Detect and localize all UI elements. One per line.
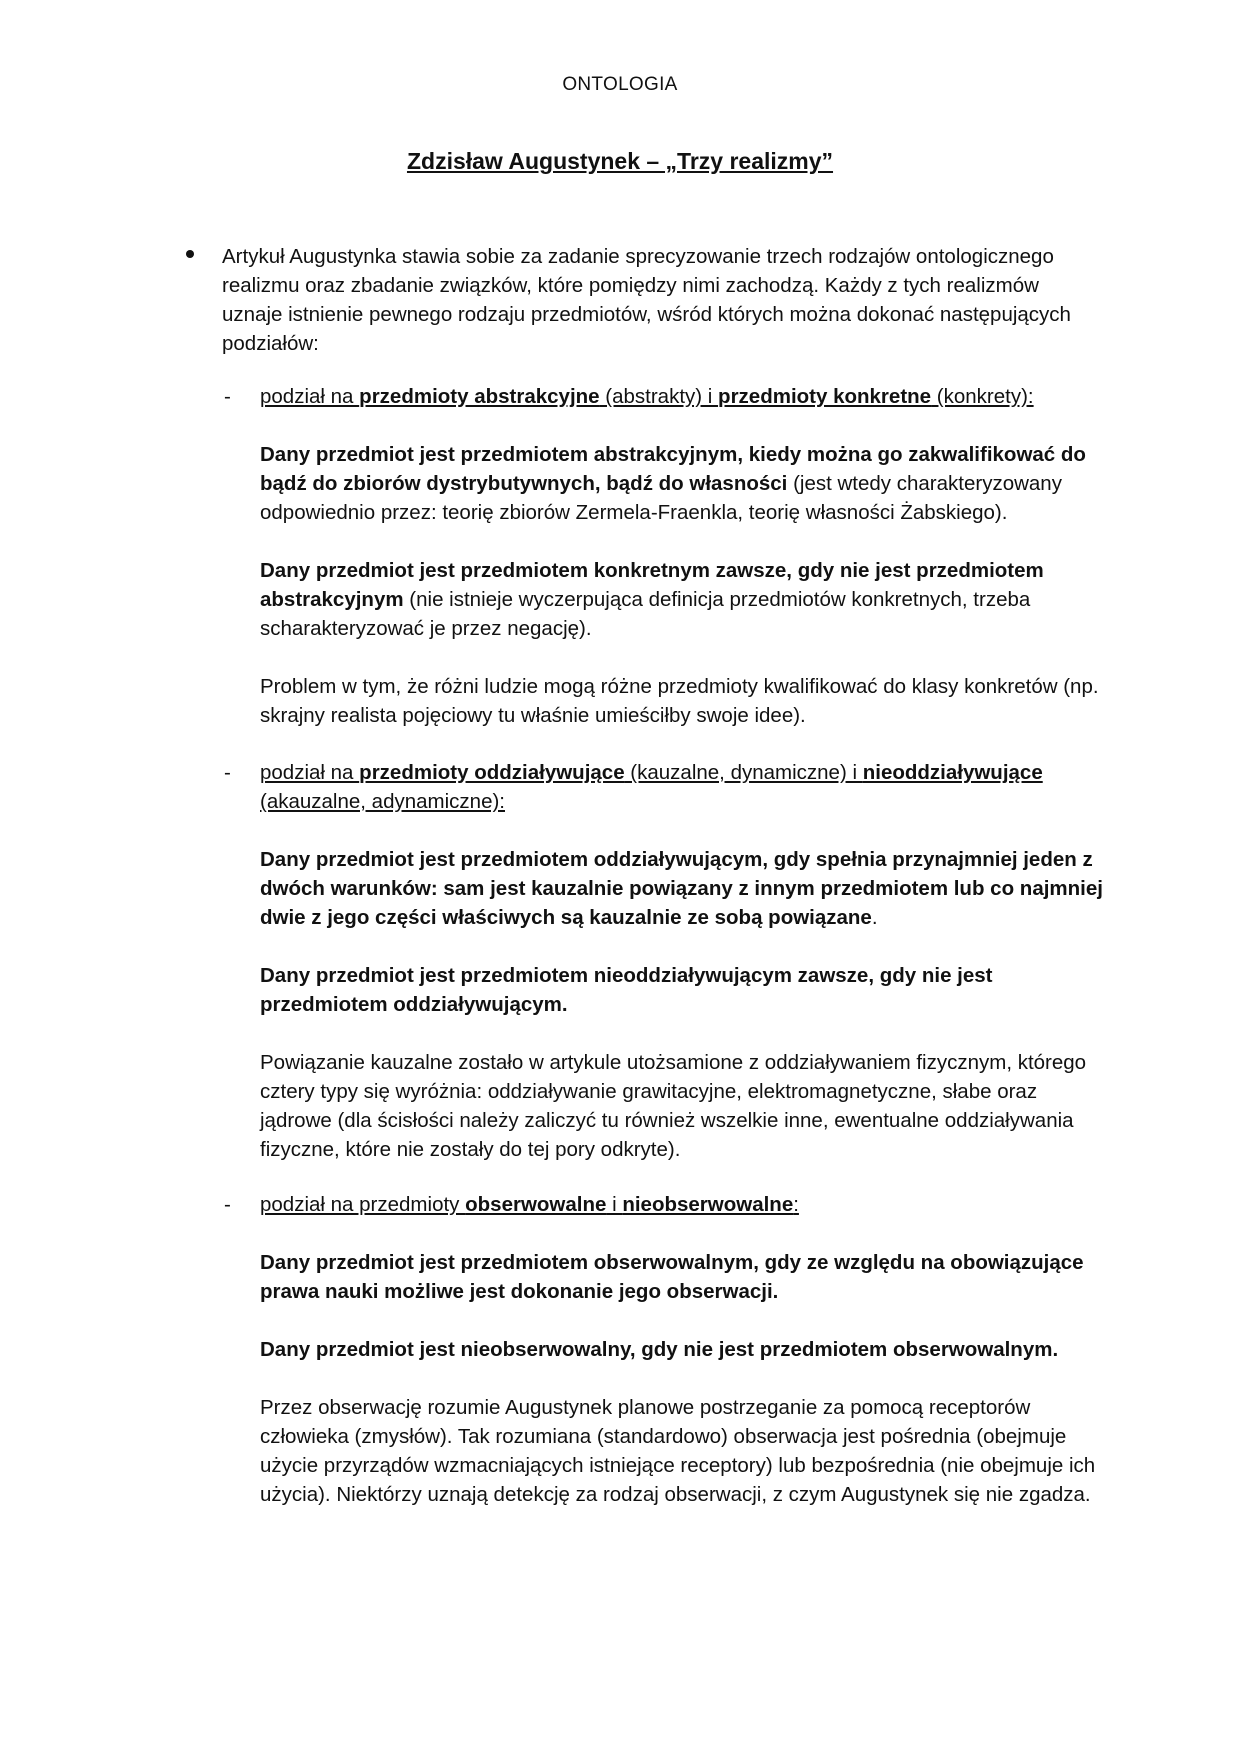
definition-abstract: Dany przedmiot jest przedmiotem abstrakcyjnym, kiedy można go zakwalifikować do bądź do zbiorów dystrybutywnych, bądź do własności (jest wtedy charakteryzowany odpowiednio przez: teorię zbiorów Zermela-Fraenkla, teorię własności Żabskiego). xyxy=(260,443,1086,524)
section-observable xyxy=(260,1190,1106,1509)
problem-note: Problem w tym, że różni ludzie mogą różne przedmioty kwalifikować do klasy konkretów (np. skrajny realista pojęciowy tu właśnie umieściłby swoje idee). xyxy=(260,675,1099,727)
dash-marker: - xyxy=(224,1193,231,1216)
page-header: ONTOLOGIA xyxy=(562,74,678,95)
causal-note: Powiązanie kauzalne zostało w artykule utożsamione z oddziaływaniem fizycznym, którego cztery typy się wyróżnia: oddziaływanie grawitacyjne, elektromagnetyczne, słabe oraz jądrowe (dla ścisłości należy zaliczyć tu również wszelkie inne, ewentualne oddziaływania fizyczne, które nie zostały do tej pory odkryte). xyxy=(260,1051,1087,1161)
bullet-icon xyxy=(186,250,194,258)
section-causal xyxy=(260,758,1106,1164)
definition-unobservable: Dany przedmiot jest nieobserwowalny, gdy nie jest przedmiotem obserwowalnym. xyxy=(260,1338,1059,1361)
dash-marker: - xyxy=(224,761,231,784)
section-heading: podział na przedmioty abstrakcyjne (abstrakty) i przedmioty konkretne (konkrety): xyxy=(260,385,1034,408)
document-title: Zdzisław Augustynek – „Trzy realizmy” xyxy=(406,148,834,174)
definition-observable: Dany przedmiot jest przedmiotem obserwowalnym, gdy ze względu na obowiązujące prawa nauki możliwe jest dokonanie jego obserwacji. xyxy=(260,1251,1084,1303)
intro-paragraph xyxy=(222,242,1102,358)
definition-concrete: Dany przedmiot jest przedmiotem konkretnym zawsze, gdy nie jest przedmiotem abstrakcyjnym (nie istnieje wyczerpująca definicja przedmiotów konkretnych, trzeba scharakteryzować je przez negację). xyxy=(260,559,1044,640)
section-heading: podział na przedmioty obserwowalne i nieobserwowalne: xyxy=(260,1193,799,1216)
section-heading: podział na przedmioty oddziaływujące (kauzalne, dynamiczne) i nieoddziaływujące (akauzalne, adynamiczne): xyxy=(260,761,1043,813)
definition-acausal: Dany przedmiot jest przedmiotem nieoddziaływującym zawsze, gdy nie jest przedmiotem oddziaływującym. xyxy=(260,964,993,1016)
definition-causal: Dany przedmiot jest przedmiotem oddziaływującym, gdy spełnia przynajmniej jeden z dwóch warunków: sam jest kauzalnie powiązany z innym przedmiotem lub co najmniej dwie z jego części właściwych są kauzalnie ze sobą powiązane. xyxy=(260,848,1103,929)
observation-note: Przez obserwację rozumie Augustynek planowe postrzeganie za pomocą receptorów człowieka (zmysłów). Tak rozumiana (standardowo) obserwacja jest pośrednia (obejmuje użycie przyrządów wzmacniających istniejące receptory) lub bezpośrednia (nie obejmuje ich użycia). Niektórzy uznają detekcję za rodzaj obserwacji, z czym Augustynek się nie zgadza. xyxy=(260,1396,1096,1506)
dash-marker: - xyxy=(224,385,231,408)
intro-text: Artykuł Augustynka stawia sobie za zadanie sprecyzowanie trzech rodzajów ontologicznego realizmu oraz zbadanie związków, które pomiędzy nimi zachodzą. Każdy z tych realizmów uznaje istnienie pewnego rodzaju przedmiotów, wśród których można dokonać następujących podziałów: xyxy=(222,245,1071,355)
section-abstract-concrete xyxy=(260,382,1106,730)
